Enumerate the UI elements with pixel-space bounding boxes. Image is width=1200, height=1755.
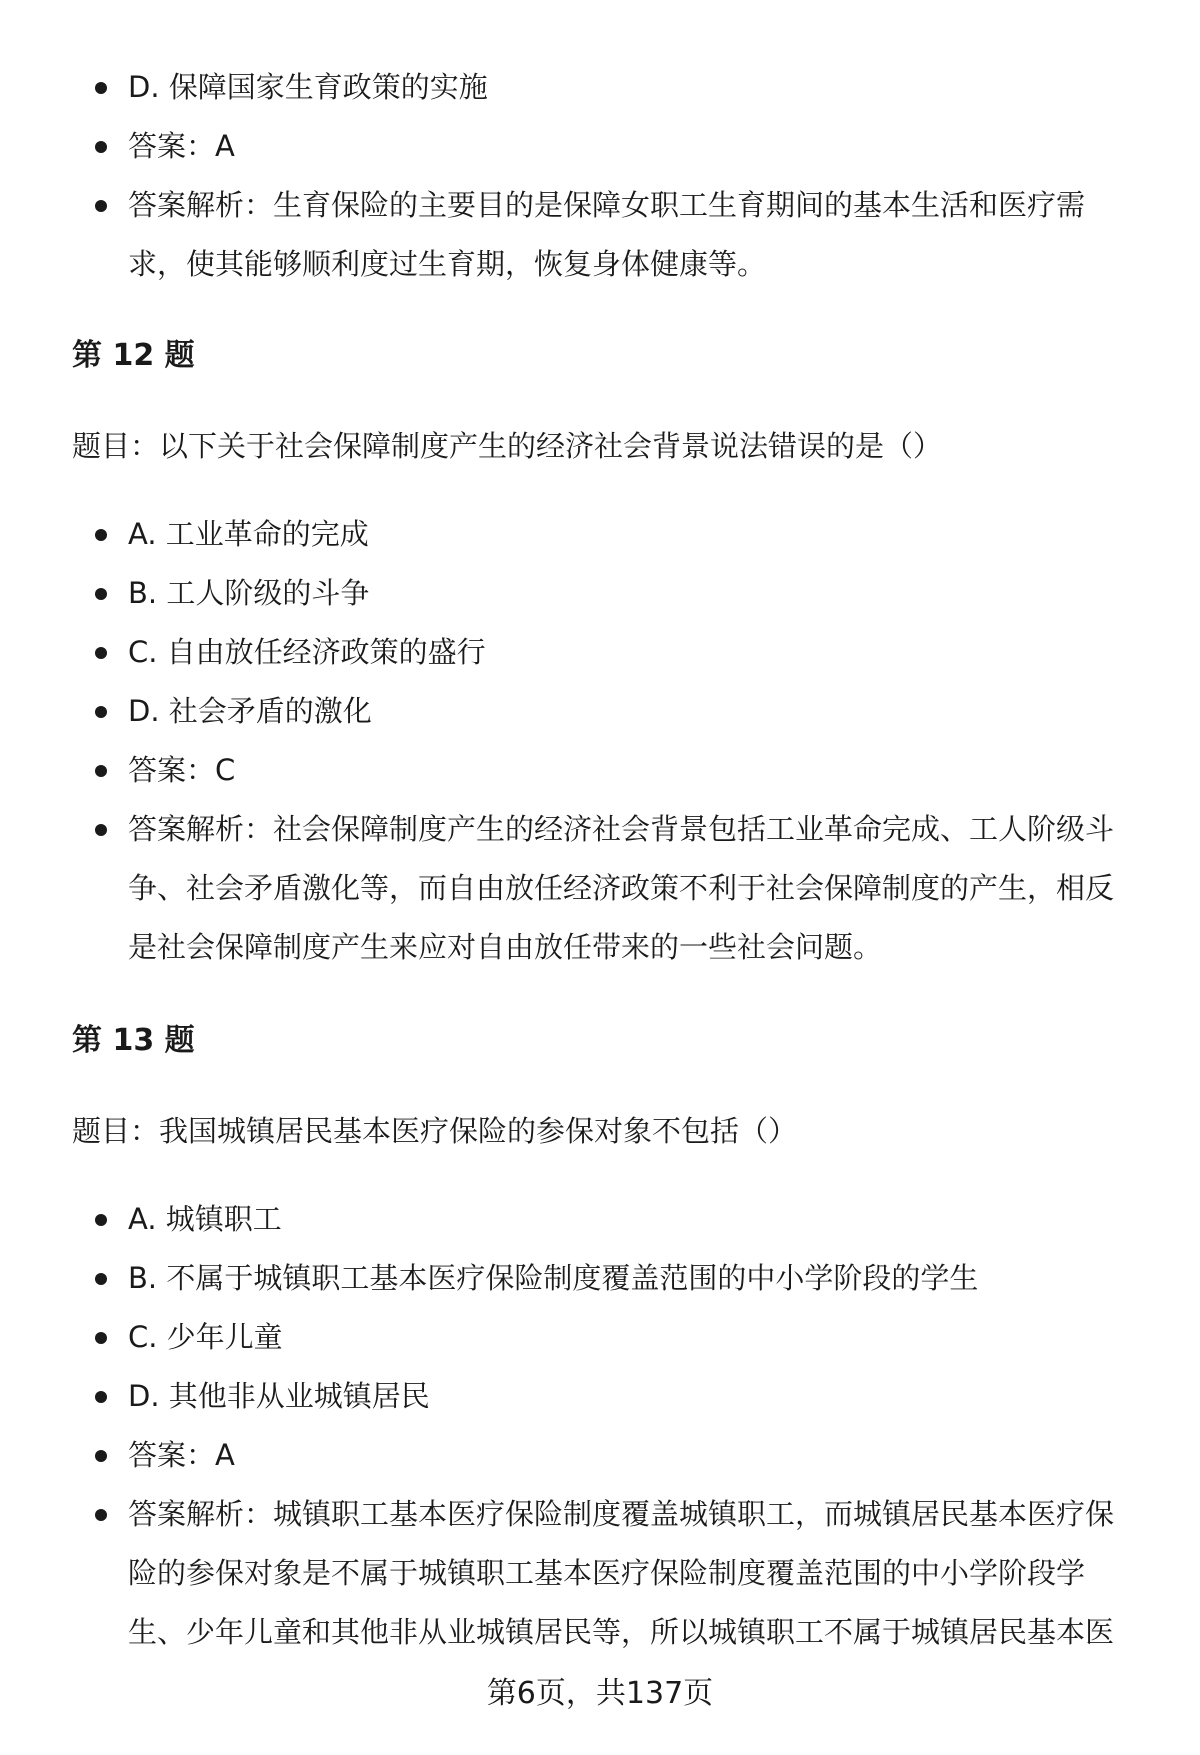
list-item [0,505,1200,564]
bullet-icon [95,82,107,94]
list-item [0,741,1200,800]
list-item [0,58,1200,117]
list-item [0,800,1200,977]
question-13-heading: 第 13 题 [72,1023,195,1058]
bullet-icon [95,765,107,777]
option-c: C. 少年儿童 [128,1320,283,1354]
option-c: C. 自由放任经济政策的盛行 [128,635,486,669]
bullet-icon [95,1332,107,1344]
question-13-text: 题目：我国城镇居民基本医疗保险的参保对象不包括（） [72,1114,798,1148]
answer: 答案：A [128,1438,235,1472]
answer: 答案：C [128,753,236,787]
answer-explanation: 答案解析：城镇职工基本医疗保险制度覆盖城镇职工，而城镇居民基本医疗保险的参保对象是不属于城镇职工基本医疗保险制度覆盖范围的中小学阶段学生、少年儿童和其他非从业城镇居民等，所以城镇职工不属于城镇居民基本医 [128,1497,1115,1649]
question-12-heading: 第 12 题 [72,338,195,373]
list-item [0,623,1200,682]
bullet-icon [95,200,107,212]
question-11-tail [0,58,1200,294]
option-d: D. 保障国家生育政策的实施 [128,70,488,104]
bullet-icon [95,141,107,153]
bullet-icon [95,706,107,718]
option-b: B. 工人阶级的斗争 [128,576,370,610]
list-item [0,682,1200,741]
answer-explanation: 答案解析：生育保险的主要目的是保障女职工生育期间的基本生活和医疗需求，使其能够顺利度过生育期，恢复身体健康等。 [128,188,1086,281]
list-item [0,1249,1200,1308]
list-item [0,1367,1200,1426]
option-d: D. 社会矛盾的激化 [128,694,372,728]
list-item [0,1190,1200,1249]
answer: 答案：A [128,129,235,163]
list-item [0,1426,1200,1485]
question-13-list [0,1190,1200,1662]
list-item [0,564,1200,623]
list-item [0,117,1200,176]
list-item [0,1485,1200,1662]
bullet-icon [95,824,107,836]
bullet-icon [95,1391,107,1403]
bullet-icon [95,1214,107,1226]
bullet-icon [95,1450,107,1462]
question-12-text: 题目：以下关于社会保障制度产生的经济社会背景说法错误的是（） [72,429,943,463]
option-a: A. 城镇职工 [128,1202,282,1236]
bullet-icon [95,1509,107,1521]
bullet-icon [95,529,107,541]
option-d: D. 其他非从业城镇居民 [128,1379,430,1413]
question-11-list [0,58,1200,294]
bullet-icon [95,647,107,659]
bullet-icon [95,588,107,600]
list-item [0,1308,1200,1367]
page-indicator: 第6页，共137页 [486,1676,714,1711]
answer-explanation: 答案解析：社会保障制度产生的经济社会背景包括工业革命完成、工人阶级斗争、社会矛盾激化等，而自由放任经济政策不利于社会保障制度的产生，相反是社会保障制度产生来应对自由放任带来的一些社会问题。 [128,812,1115,964]
list-item [0,176,1200,294]
option-a: A. 工业革命的完成 [128,517,369,551]
option-b: B. 不属于城镇职工基本医疗保险制度覆盖范围的中小学阶段的学生 [128,1261,979,1295]
question-12-list [0,505,1200,977]
bullet-icon [95,1273,107,1285]
